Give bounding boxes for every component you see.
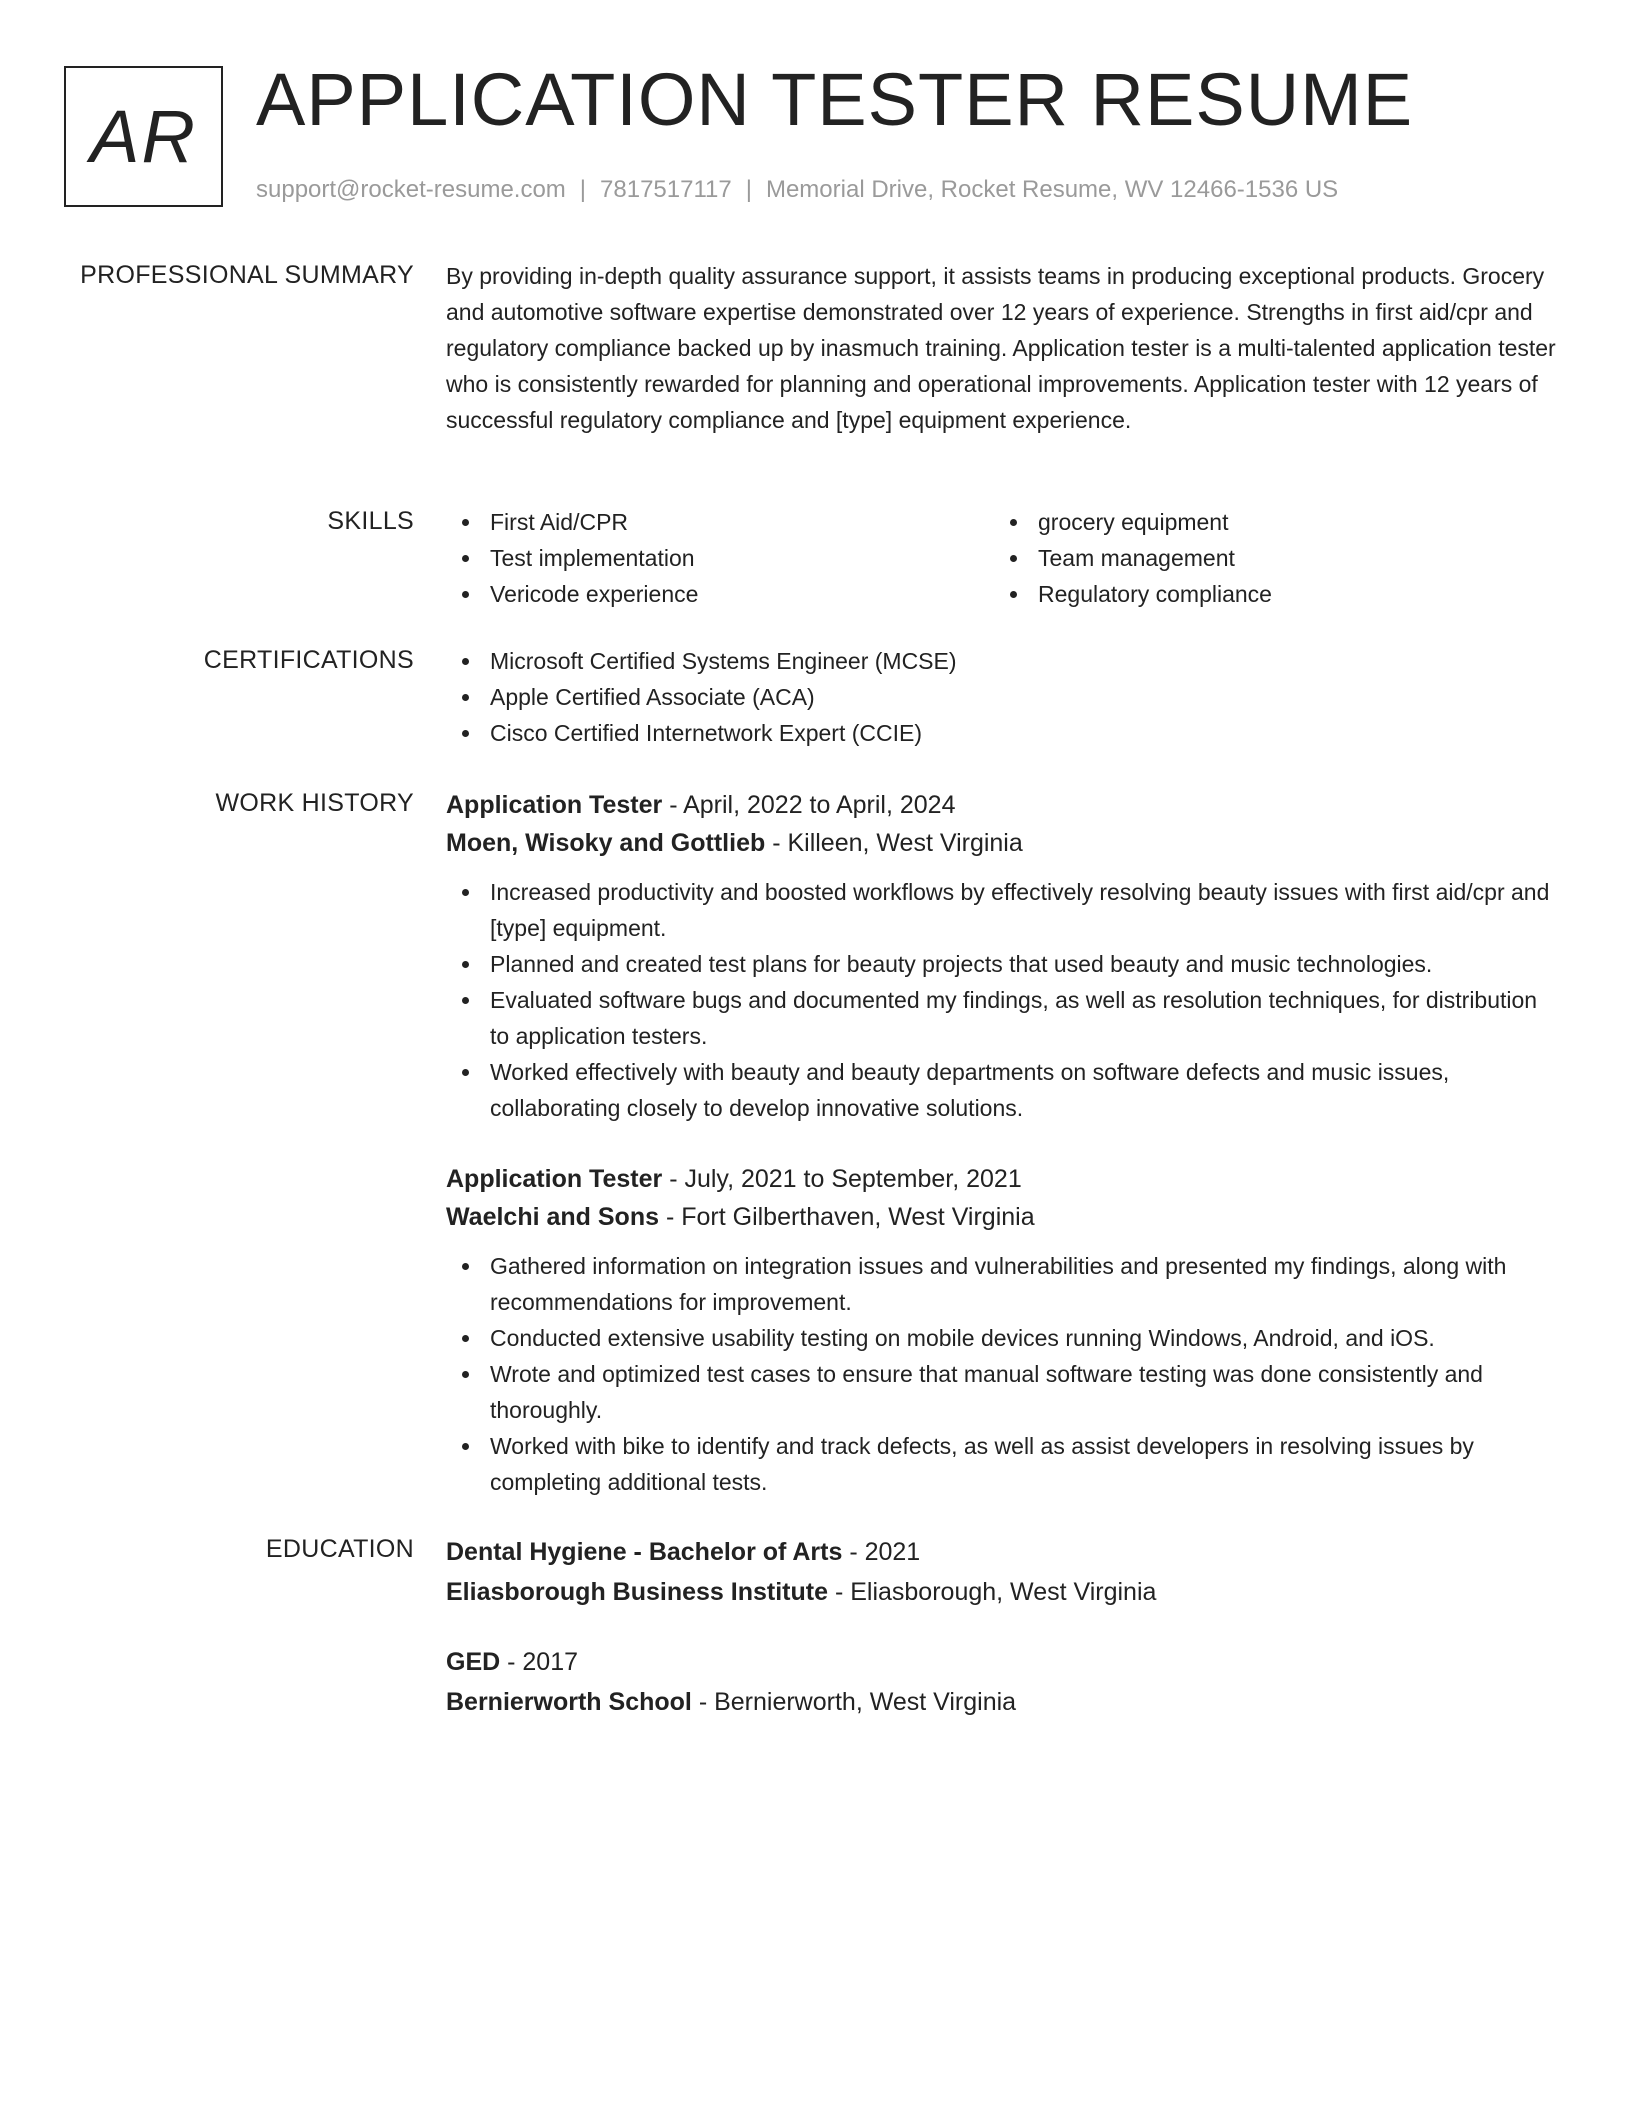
contact-phone[interactable]: 7817517117 — [600, 176, 732, 203]
job-bullets — [446, 874, 1556, 1126]
job-title-line — [446, 786, 1556, 824]
job-bullet: Planned and created test plans for beauty projects that used beauty and music technologies. — [446, 946, 1556, 982]
education-degree: GED — [446, 1648, 501, 1676]
job-title: Application Tester — [446, 791, 663, 819]
contact-line — [256, 174, 1338, 206]
section-label-work-history: WORK HISTORY — [215, 789, 414, 817]
job-company-line — [446, 824, 1556, 862]
job-bullet: Evaluated software bugs and documented my findings, as well as resolution techniques, for distribution to application testers. — [446, 982, 1556, 1054]
skill-item: Team management — [994, 540, 1542, 576]
monogram-initials: AR — [90, 95, 197, 178]
education-degree: Dental Hygiene - Bachelor of Arts — [446, 1538, 843, 1566]
work-history-body — [446, 786, 1556, 1500]
certifications-list — [446, 643, 1556, 751]
certifications-body — [446, 643, 1556, 751]
section-label-skills: SKILLS — [327, 507, 414, 535]
job-title-line — [446, 1160, 1556, 1198]
job-entry — [446, 786, 1556, 1126]
education-location: - Eliasborough, West Virginia — [828, 1578, 1157, 1606]
education-year: - 2017 — [500, 1648, 579, 1676]
section-label-education: EDUCATION — [265, 1535, 414, 1563]
certification-item: Microsoft Certified Systems Engineer (MCSE) — [446, 643, 1556, 679]
education-location: - Bernierworth, West Virginia — [691, 1688, 1017, 1716]
skill-item: Test implementation — [446, 540, 994, 576]
summary-text: By providing in-depth quality assurance support, it assists teams in producing exceptional products. Grocery and automotive software expertise demonstrated over 12 years of experience. Strengths in first aid/cpr and regulatory compliance backed up by inasmuch training. Application tester is a multi-talented application tester who is consistently rewarded for planning and operational improvements. Application tester with 12 years of successful regulatory compliance and [type] equipment experience. — [446, 263, 1556, 433]
section-label-certifications: CERTIFICATIONS — [203, 646, 414, 674]
skill-item: grocery equipment — [994, 504, 1542, 540]
job-title: Application Tester — [446, 1165, 663, 1193]
job-company-line — [446, 1198, 1556, 1236]
education-school: Eliasborough Business Institute — [446, 1578, 828, 1606]
education-degree-line — [446, 1642, 1556, 1682]
skills-column-2 — [994, 504, 1542, 612]
contact-separator: | — [579, 176, 587, 203]
job-dates: - July, 2021 to September, 2021 — [662, 1165, 1022, 1193]
section-label-summary: PROFESSIONAL SUMMARY — [80, 261, 414, 289]
job-bullet: Increased productivity and boosted workflows by effectively resolving beauty issues with first aid/cpr and [type] equipment. — [446, 874, 1556, 946]
skill-item: First Aid/CPR — [446, 504, 994, 540]
job-entry — [446, 1160, 1556, 1500]
contact-separator: | — [745, 176, 752, 203]
education-year: - 2021 — [842, 1538, 921, 1566]
education-school-line — [446, 1572, 1556, 1612]
job-company: Moen, Wisoky and Gottlieb — [446, 829, 766, 857]
monogram — [64, 66, 223, 207]
education-entry — [446, 1532, 1556, 1612]
contact-address: Memorial Drive, Rocket Resume, WV 12466-1536 US — [765, 176, 1339, 203]
job-bullet: Worked effectively with beauty and beauty departments on software defects and music issues, collaborating closely to develop innovative solutions. — [446, 1054, 1556, 1126]
job-bullet: Conducted extensive usability testing on mobile devices running Windows, Android, and iOS. — [446, 1320, 1556, 1356]
job-dates: - April, 2022 to April, 2024 — [662, 791, 956, 819]
contact-email[interactable]: support@rocket-resume.com — [256, 176, 566, 203]
job-location: - Killeen, West Virginia — [765, 829, 1023, 857]
resume-title: APPLICATION TESTER RESUME — [256, 58, 1414, 141]
skills-column-1 — [446, 504, 994, 612]
summary-body — [446, 258, 1556, 438]
job-bullet: Worked with bike to identify and track defects, as well as assist developers in resolving issues by completing additional tests. — [446, 1428, 1556, 1500]
education-school-line — [446, 1682, 1556, 1722]
job-bullet: Wrote and optimized test cases to ensure that manual software testing was done consistently and thoroughly. — [446, 1356, 1556, 1428]
job-bullet: Gathered information on integration issues and vulnerabilities and presented my findings, along with recommendations for improvement. — [446, 1248, 1556, 1320]
education-body — [446, 1532, 1556, 1722]
certification-item: Cisco Certified Internetwork Expert (CCIE) — [446, 715, 1556, 751]
job-location: - Fort Gilberthaven, West Virginia — [659, 1203, 1035, 1231]
job-company: Waelchi and Sons — [446, 1203, 660, 1231]
job-bullets — [446, 1248, 1556, 1500]
education-entry — [446, 1642, 1556, 1722]
skill-item: Regulatory compliance — [994, 576, 1542, 612]
skill-item: Vericode experience — [446, 576, 994, 612]
education-degree-line — [446, 1532, 1556, 1572]
skills-grid — [446, 504, 1556, 612]
education-school: Bernierworth School — [446, 1688, 692, 1716]
certification-item: Apple Certified Associate (ACA) — [446, 679, 1556, 715]
